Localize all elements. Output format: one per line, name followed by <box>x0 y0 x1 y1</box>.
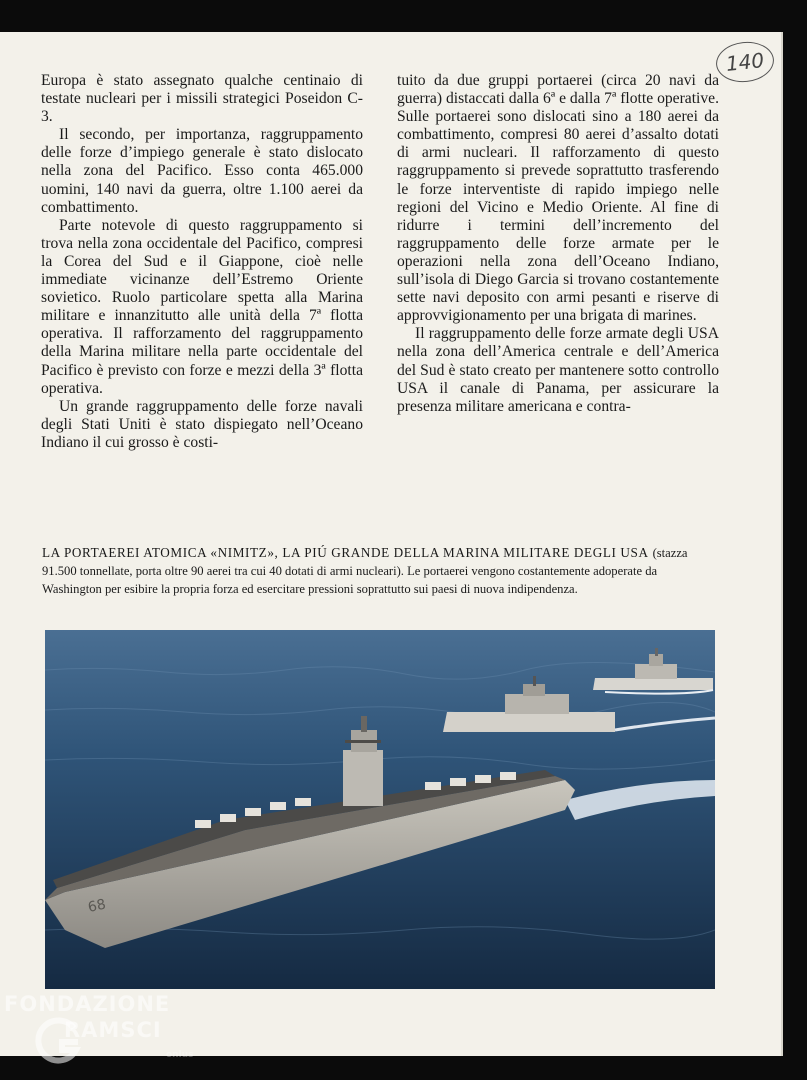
watermark-small: onlus <box>166 1050 194 1060</box>
caption-body: (stazza 91.500 tonnellate, porta oltre 90 aerei tra cui 40 dotati di armi nucleari). Le portaerei vengono costantemente adoperate da Washington per esibire la propria forza ed esercitare pressioni soprattutto sui paesi di nuova indipendenza. <box>42 546 688 596</box>
carrier-photo-image <box>45 630 715 989</box>
paragraph: tuito da due gruppi portaerei (circa 20 navi da guerra) distaccati dalla 6ª e dalla 7ª flotte operative. Sulle portaerei sono dislocati sino a 180 aerei da combattimento, compresi 80 aerei d’assalto dotati di armi nucleari. Il rafforzamento di questo raggruppamento si prevede soprattutto trasferendo le forze interventiste di rapido impiego nelle regioni del Vicino e Medio Oriente. Al fine di ridurre i termini dell’incremento del raggruppamento delle forze armate per le operazioni nella zona dell’Oceano Indiano, sull’isola di Diego Garcia si trovano costantemente sette navi deposito con armi pesanti e riserve di approvvigionamento per una brigata di marines. <box>397 72 719 325</box>
svg-text:68: 68 <box>86 896 108 916</box>
text-column-left <box>41 72 363 452</box>
paragraph: Un grande raggruppamento delle forze navali degli Stati Uniti è stato dispiegato nell’Oceano Indiano il cui grosso è costi- <box>41 397 363 451</box>
paragraph: Il raggruppamento delle forze armate degli USA nella zona dell’America centrale e dell’America del Sud è stato creato per mantenere sotto controllo USA il canale di Panama, per assicurare la presenza militare americana e contra- <box>397 325 719 415</box>
page-number: 140 <box>714 39 776 85</box>
watermark-line2: RAMSCI <box>64 1018 162 1042</box>
text-column-right <box>397 72 719 416</box>
watermark-line1: FONDAZIONE <box>4 992 171 1016</box>
caption-heading: LA PORTAEREI ATOMICA «NIMITZ», LA PIÚ GRANDE DELLA MARINA MILITARE DEGLI USA <box>42 545 649 560</box>
paragraph: Parte notevole di questo raggruppamento si trova nella zona occidentale del Pacifico, compresi la Corea del Sud e il Giappone, cioè nelle immediate vicinanze dell’Estremo Oriente sovietico. Ruolo particolare spetta alla Marina militare e innanzitutto alle unità della 7ª flotta operativa. Il rafforzamento del raggruppamento della Marina militare nella parte occidentale del Pacifico è previsto con forze e mezzi della 3ª flotta operativa. <box>41 216 363 397</box>
carrier-photo <box>45 630 715 989</box>
photo-caption <box>42 544 710 598</box>
paragraph: Europa è stato assegnato qualche centinaio di testate nucleari per i missili strategici Poseidon C-3. <box>41 72 363 126</box>
paragraph: Il secondo, per importanza, raggruppamento delle forze d’impiego generale è stato dislocato nella zona del Pacifico. Esso conta 465.000 uomini, 140 navi da guerra, oltre 1.100 aerei da combattimento. <box>41 126 363 216</box>
fondazione-gramsci-watermark <box>4 990 224 1070</box>
